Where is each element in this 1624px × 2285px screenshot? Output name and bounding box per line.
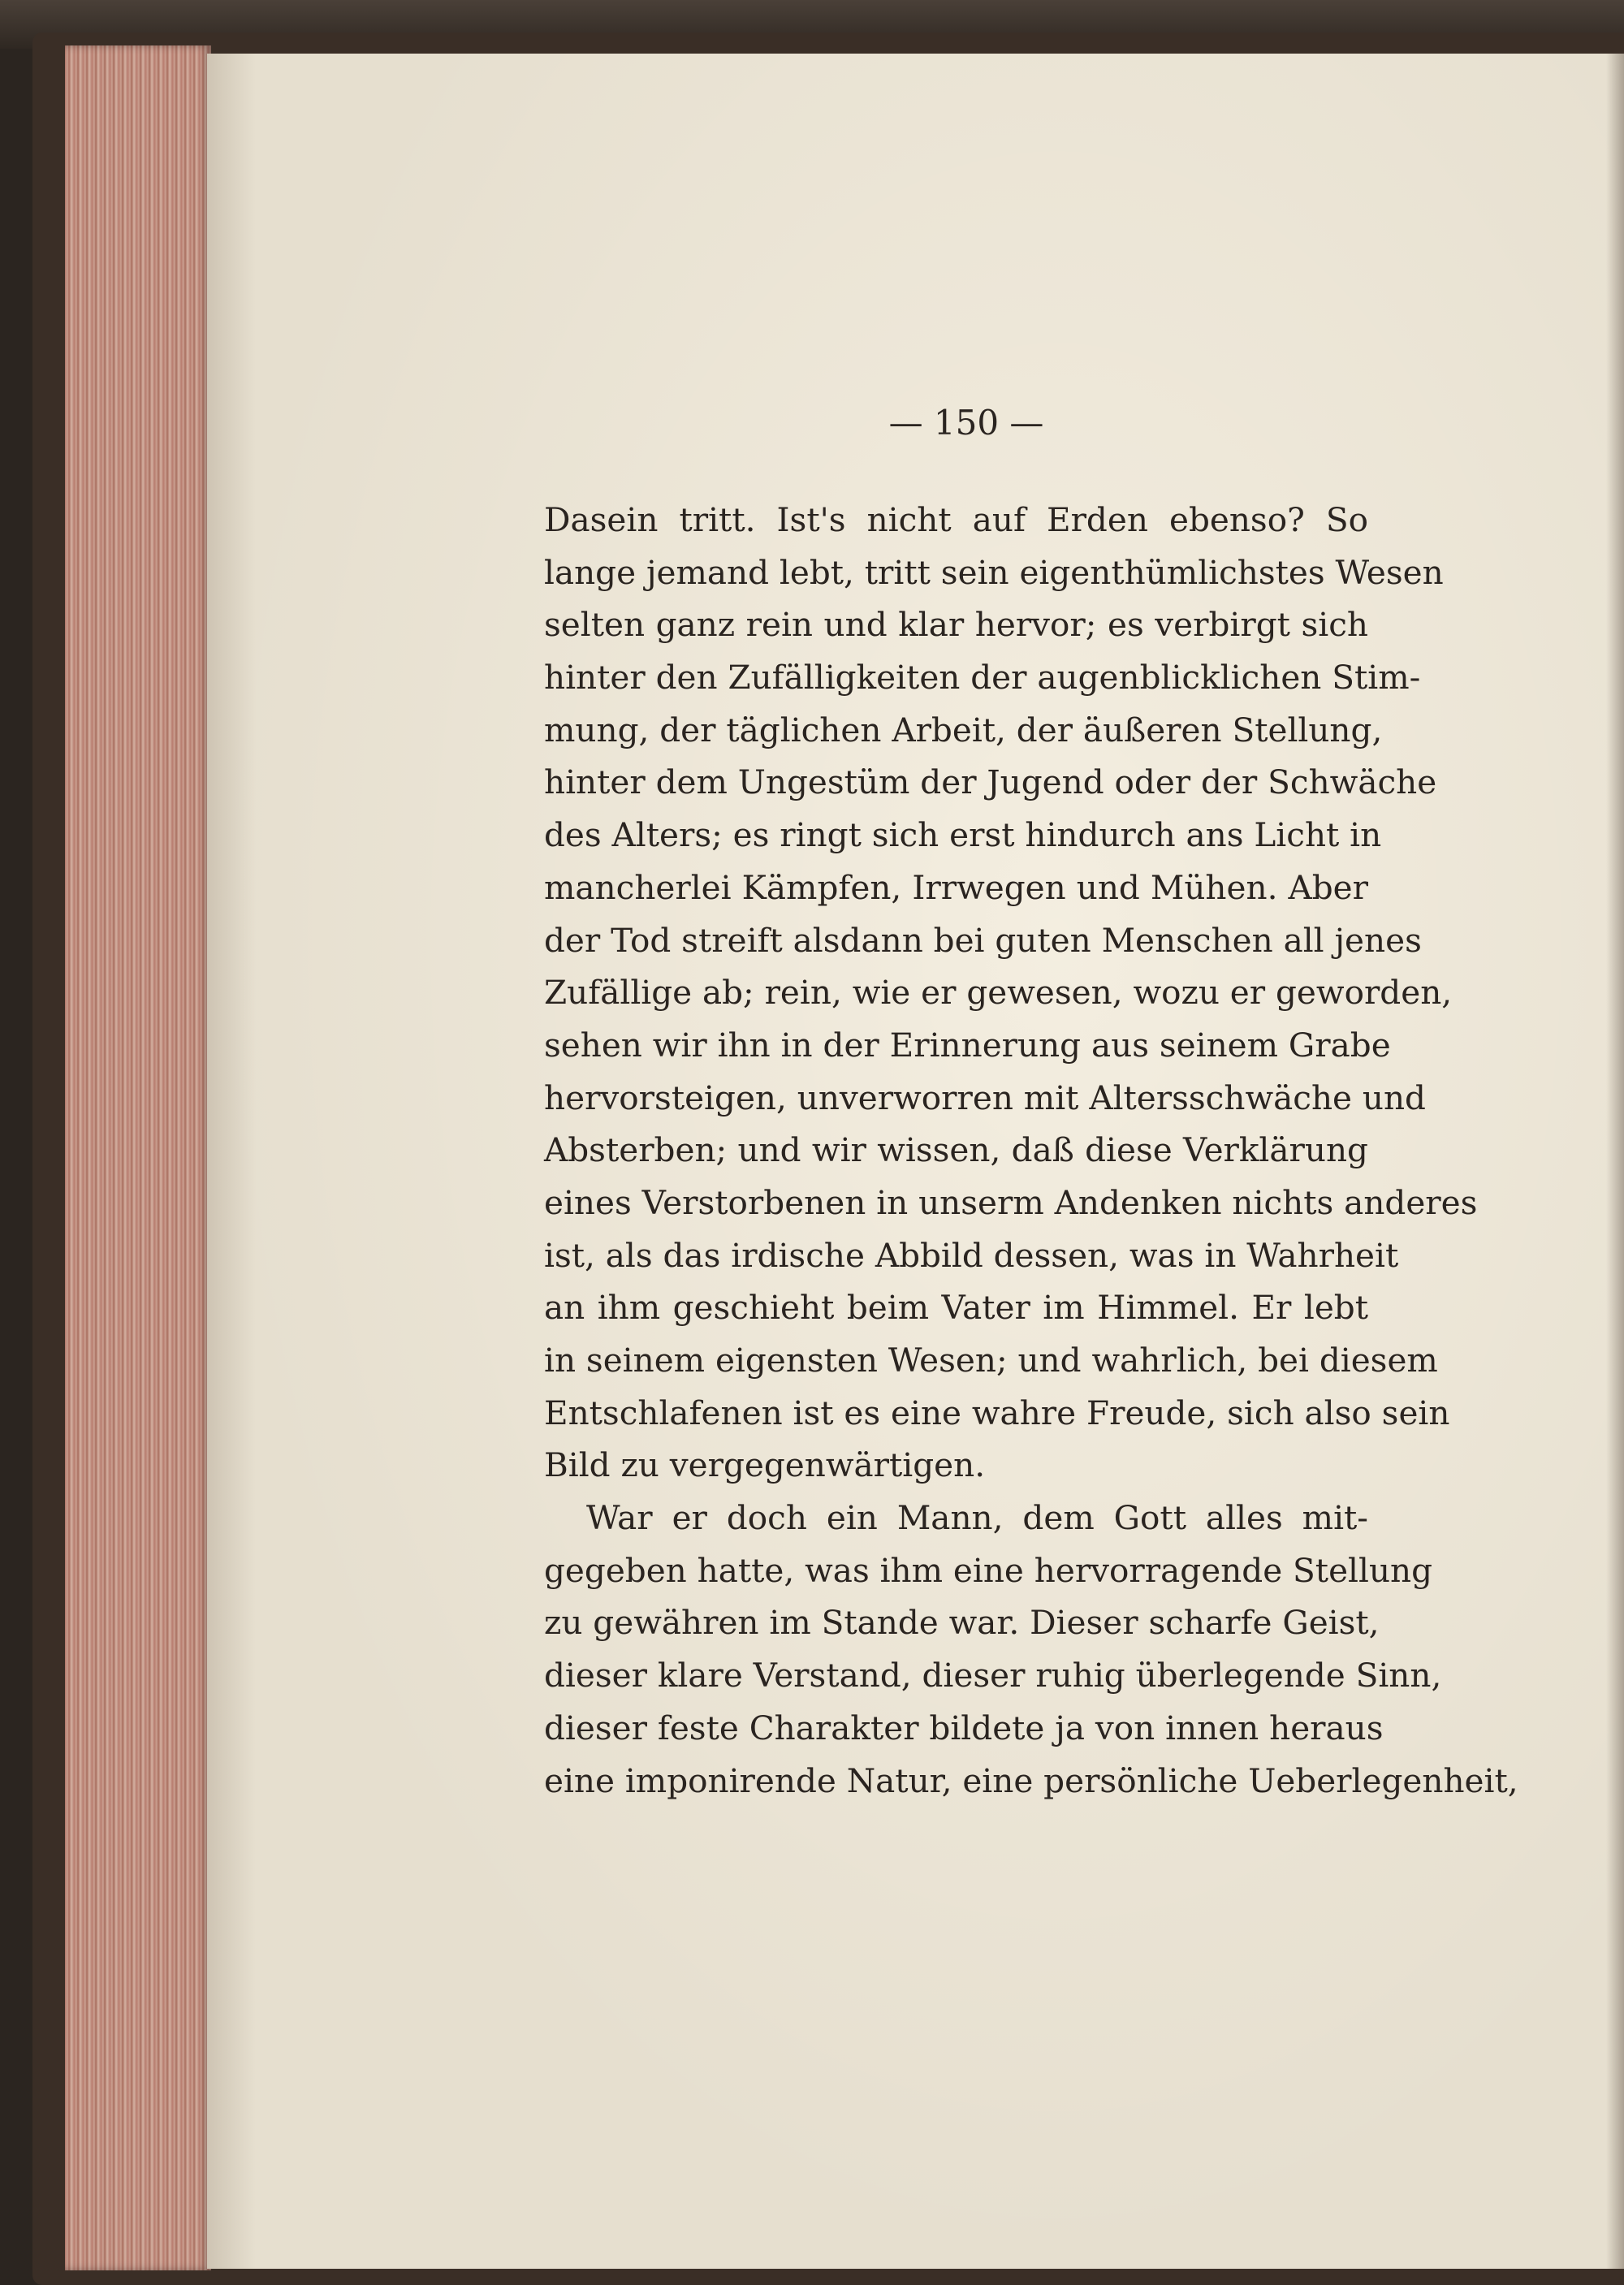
text-line: ist, als das irdische Abbild dessen, was in Wahrheit (544, 1235, 1399, 1275)
text-line: eines Verstorbenen in unserm Andenken nichts anderes (544, 1182, 1478, 1222)
page-shadow (1606, 54, 1624, 2269)
text-line: mung, der täglichen Arbeit, der äußeren Stellung, (544, 710, 1383, 749)
text-line: an ihm geschieht beim Vater im Himmel. Er lebt (544, 1288, 1368, 1328)
text-line: hinter den Zufälligkeiten der augenblicklichen Stim- (544, 658, 1421, 698)
paragraph (544, 1492, 1518, 1807)
text-line: War er doch ein Mann, dem Gott alles mit- (586, 1498, 1368, 1538)
text-line: hervorsteigen, unverworren mit Altersschwäche und (544, 1078, 1426, 1117)
text-line: dieser klare Verstand, dieser ruhig überlegende Sinn, (544, 1656, 1442, 1695)
text-line: selten ganz rein und klar hervor; es verbirgt sich (544, 605, 1368, 645)
text-line: Dasein tritt. Ist's nicht auf Erden ebenso? So (544, 500, 1368, 539)
page-edges (65, 45, 211, 2270)
text-line: eine imponirende Natur, eine persönliche Ueberlegenheit, (544, 1760, 1518, 1800)
page-text (544, 494, 1518, 1807)
text-line: zu gewähren im Stande war. Dieser scharfe Geist, (544, 1603, 1380, 1643)
text-line: des Alters; es ringt sich erst hindurch ans Licht in (544, 815, 1382, 855)
text-line: Zufällige ab; rein, wie er gewesen, wozu er geworden, (544, 973, 1453, 1013)
text-line: mancherlei Kämpfen, Irrwegen und Mühen. Aber (544, 867, 1368, 907)
text-line: dieser feste Charakter bildete ja von innen heraus (544, 1708, 1384, 1747)
text-line: der Tod streift alsdann bei guten Menschen all jenes (544, 920, 1422, 960)
text-line: in seinem eigensten Wesen; und wahrlich, bei diesem (544, 1341, 1438, 1380)
text-line: gegeben hatte, was ihm eine hervorragende Stellung (544, 1550, 1433, 1590)
text-line: sehen wir ihn in der Erinnerung aus seinem Grabe (544, 1025, 1391, 1065)
text-line: lange jemand lebt, tritt sein eigenthümlichstes Wesen (544, 552, 1444, 592)
text-line: Absterben; und wir wissen, daß diese Verklärung (544, 1130, 1368, 1170)
paragraph (544, 494, 1478, 1492)
text-line: hinter dem Ungestüm der Jugend oder der Schwäche (544, 762, 1437, 802)
text-line: Entschlafenen ist es eine wahre Freude, sich also sein (544, 1393, 1450, 1432)
page-number: — 150 — (888, 403, 1044, 443)
text-line: Bild zu vergegenwärtigen. (544, 1445, 986, 1485)
